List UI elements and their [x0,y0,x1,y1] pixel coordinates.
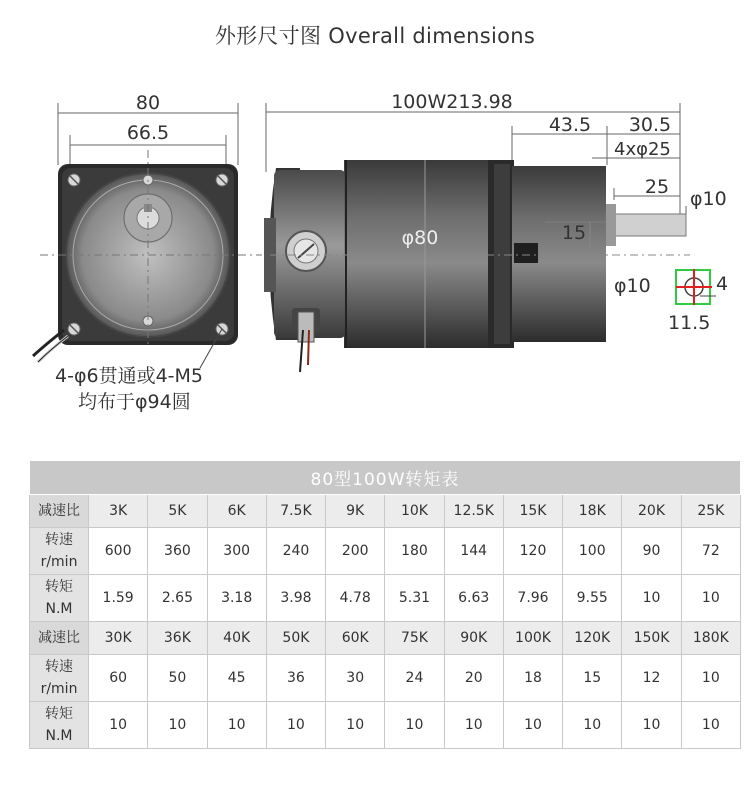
ratio-row-label-line: 减速比 [38,630,80,646]
table-cell: 12.5K [444,495,503,528]
table-cell: 18 [503,655,562,702]
table-cell: 150K [622,622,681,655]
table-cell: 72 [681,528,740,575]
table-cell: 120K [563,622,622,655]
table-cell: 10K [385,495,444,528]
table-cell: 10 [622,702,681,749]
speed-row-label [30,655,89,702]
table-cell: 200 [326,528,385,575]
dim-30-5: 30.5 [628,114,672,136]
table-cell: 10 [563,702,622,749]
table-cell: 180 [385,528,444,575]
table-cell: 2.65 [148,575,207,622]
mounting-hole-note: 4-φ6贯通或4-M5 [55,365,203,387]
dim-shaft-phi10: φ10 [690,188,727,210]
page-title: 外形尺寸图 Overall dimensions [214,24,536,48]
table-cell: 100 [563,528,622,575]
table-cell: 10 [503,702,562,749]
table-cell: 30K [89,622,148,655]
table-cell: 75K [385,622,444,655]
ratio-row-label-line: 减速比 [38,503,80,519]
speed-row-label-line: 转速 [45,659,73,675]
torque-row-label [30,575,89,622]
table-cell: 10 [444,702,503,749]
dim-43-5: 43.5 [548,114,592,136]
table-cell: 600 [89,528,148,575]
ratio-row-label [30,622,89,655]
torque-row [30,702,741,749]
table-cell: 5.31 [385,575,444,622]
table-cell: 3.18 [207,575,266,622]
table-cell: 10 [681,655,740,702]
ratio-row [30,622,741,655]
table-cell: 10 [89,702,148,749]
ratio-row [30,495,741,528]
table-cell: 50 [148,655,207,702]
table-cell: 6K [207,495,266,528]
mounting-circle-note: 均布于φ94圆 [78,391,191,413]
table-cell: 7.96 [503,575,562,622]
torque-row-label-line: 转矩 [45,706,73,722]
table-cell: 10 [207,702,266,749]
table-cell: 36 [266,655,325,702]
table-cell: 50K [266,622,325,655]
table-heading: 80型100W转矩表 [30,461,741,495]
table-cell: 10 [326,702,385,749]
dim-phi80: φ80 [401,227,439,249]
speed-row [30,528,741,575]
table-cell: 60K [326,622,385,655]
table-cell: 180K [681,622,740,655]
torque-row-label-line: N.M [45,728,73,744]
table-cell: 20 [444,655,503,702]
speed-row-label-line: r/min [40,681,78,697]
table-cell: 10 [681,702,740,749]
table-cell: 3K [89,495,148,528]
dim-11-5: 11.5 [668,312,711,334]
table-cell: 7.5K [266,495,325,528]
table-cell: 60 [89,655,148,702]
table-cell: 24 [385,655,444,702]
table-cell: 12 [622,655,681,702]
table-cell: 10 [385,702,444,749]
table-cell: 9K [326,495,385,528]
table-cell: 144 [444,528,503,575]
table-cell: 90K [444,622,503,655]
dim-4: 4 [716,273,729,295]
torque-row [30,575,741,622]
front-view [33,92,262,413]
table-cell: 36K [148,622,207,655]
torque-row-label-line: 转矩 [45,579,73,595]
table-cell: 15 [563,655,622,702]
torque-row-label [30,702,89,749]
table-cell: 100K [503,622,562,655]
table-cell: 10 [266,702,325,749]
dim-15: 15 [561,222,587,244]
dim-4x-phi25: 4xφ25 [614,139,671,160]
table-cell: 5K [148,495,207,528]
table-cell: 240 [266,528,325,575]
table-cell: 360 [148,528,207,575]
speed-row-label [30,528,89,575]
dim-total-length: 100W213.98 [391,91,513,113]
table-cell: 4.78 [326,575,385,622]
ratio-row-label [30,495,89,528]
torque-table [29,460,741,749]
dim-key-phi10: φ10 [614,275,651,297]
table-cell: 45 [207,655,266,702]
dim-25: 25 [644,176,670,198]
table-cell: 3.98 [266,575,325,622]
table-cell: 120 [503,528,562,575]
table-cell: 30 [326,655,385,702]
table-cell: 10 [681,575,740,622]
table-cell: 300 [207,528,266,575]
table-cell: 9.55 [563,575,622,622]
table-cell: 25K [681,495,740,528]
dim-80: 80 [135,92,161,114]
table-cell: 1.59 [89,575,148,622]
table-cell: 10 [622,575,681,622]
table-cell: 15K [503,495,562,528]
table-cell: 18K [563,495,622,528]
table-cell: 20K [622,495,681,528]
table-cell: 10 [148,702,207,749]
table-cell: 6.63 [444,575,503,622]
table-cell: 90 [622,528,681,575]
torque-row-label-line: N.M [45,601,73,617]
speed-row [30,655,741,702]
speed-row-label-line: 转速 [45,532,73,548]
dim-66-5: 66.5 [126,122,170,144]
side-view [264,91,728,372]
table-cell: 40K [207,622,266,655]
speed-row-label-line: r/min [40,554,78,570]
